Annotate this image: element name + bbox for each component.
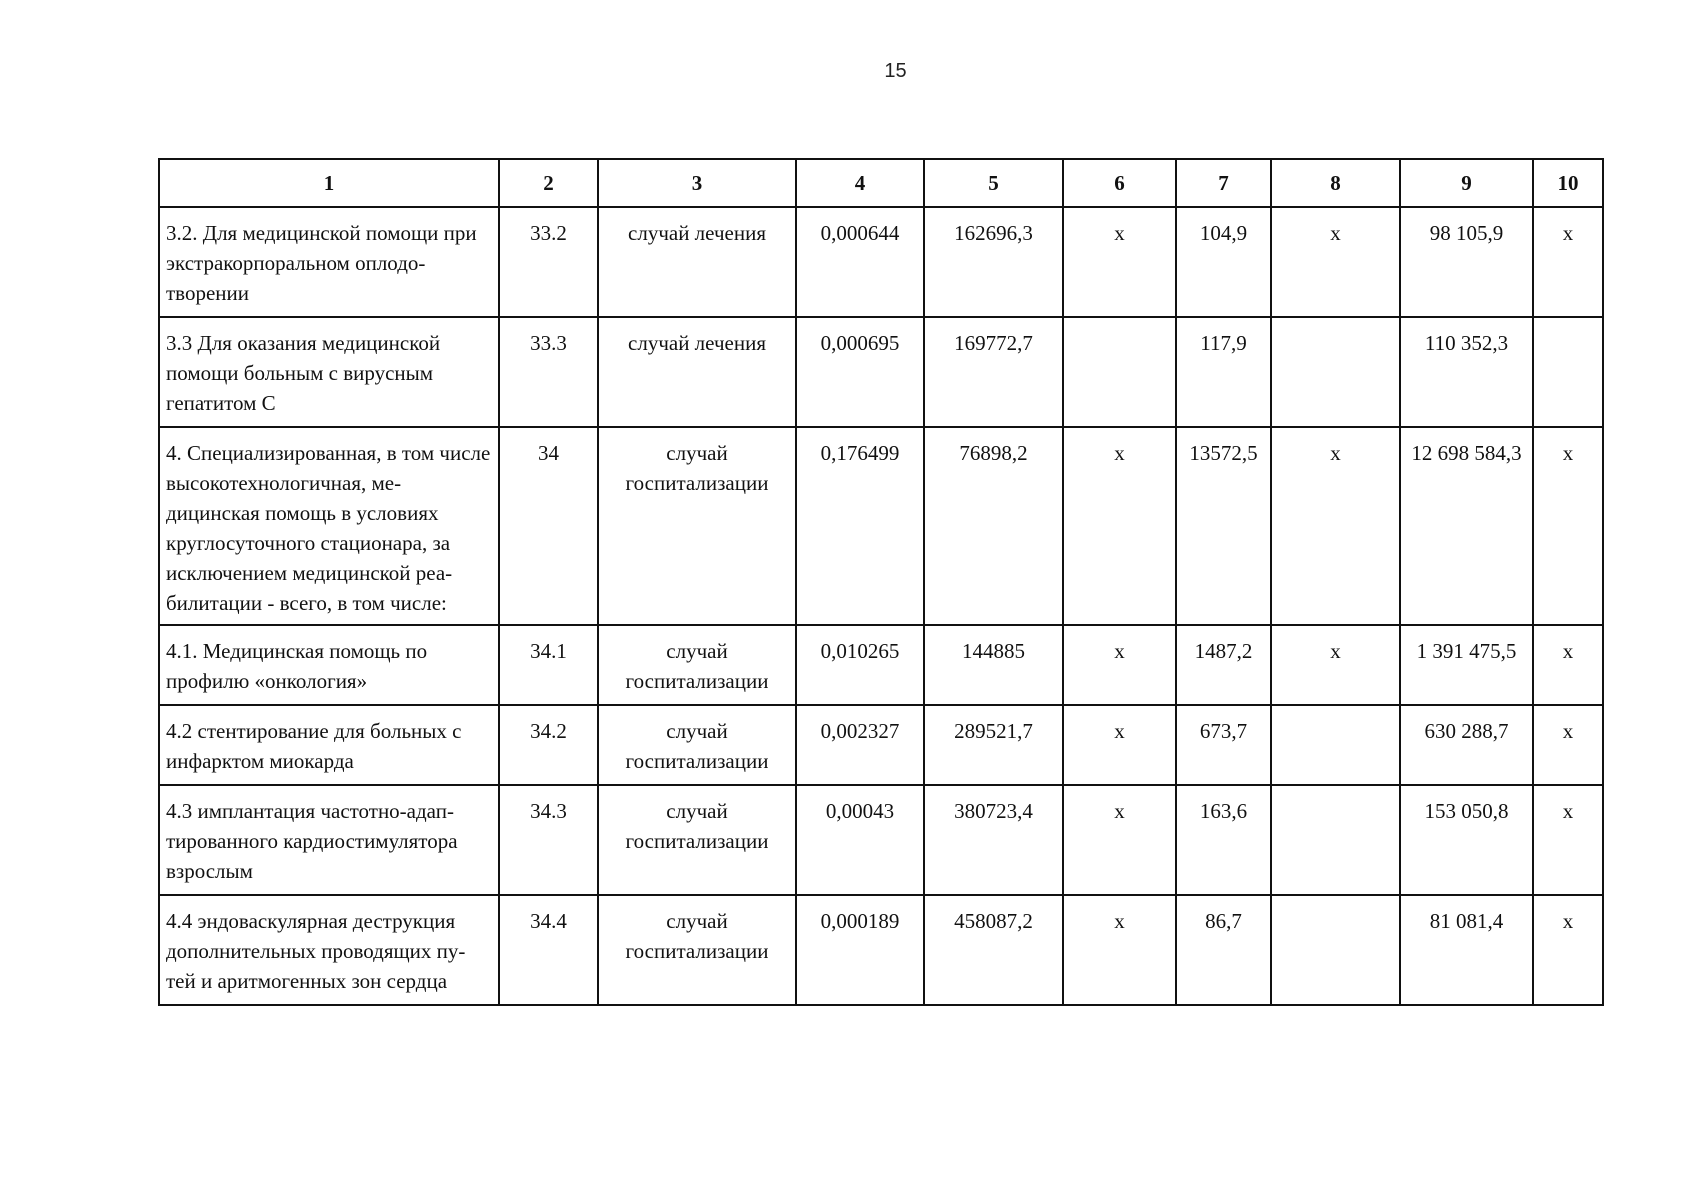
column-header: 1 xyxy=(159,159,499,207)
row-col9: 12 698 584,3 xyxy=(1400,427,1533,625)
row-col10: х xyxy=(1533,705,1603,785)
column-header: 7 xyxy=(1176,159,1271,207)
row-code: 33.2 xyxy=(499,207,598,317)
row-name: 3.3 Для оказания медицинской помощи больным с вирусным гепатитом С xyxy=(159,317,499,427)
row-col9: 1 391 475,5 xyxy=(1400,625,1533,705)
row-col5: 144885 xyxy=(924,625,1063,705)
row-col4: 0,000695 xyxy=(796,317,924,427)
page-number: 15 xyxy=(884,60,907,82)
row-col4: 0,176499 xyxy=(796,427,924,625)
row-col10: х xyxy=(1533,427,1603,625)
row-col8: х xyxy=(1271,625,1400,705)
row-col9: 98 105,9 xyxy=(1400,207,1533,317)
row-col6: х xyxy=(1063,625,1176,705)
column-header: 5 xyxy=(924,159,1063,207)
row-col6: х xyxy=(1063,705,1176,785)
row-name: 4.3 имплантация частотно-адап-тированного кардиостимулятора взрослым xyxy=(159,785,499,895)
column-header: 9 xyxy=(1400,159,1533,207)
row-col8 xyxy=(1271,895,1400,1005)
row-unit: случай госпитализации xyxy=(598,785,796,895)
column-header: 10 xyxy=(1533,159,1603,207)
row-col5: 76898,2 xyxy=(924,427,1063,625)
table-row xyxy=(159,705,1603,785)
row-code: 33.3 xyxy=(499,317,598,427)
row-col7: 163,6 xyxy=(1176,785,1271,895)
row-col5: 380723,4 xyxy=(924,785,1063,895)
row-col10: х xyxy=(1533,785,1603,895)
row-col7: 13572,5 xyxy=(1176,427,1271,625)
row-name: 4.4 эндоваскулярная деструкция дополнительных проводящих пу-тей и аритмогенных зон сердца xyxy=(159,895,499,1005)
row-col6 xyxy=(1063,317,1176,427)
row-col4: 0,002327 xyxy=(796,705,924,785)
row-unit: случай лечения xyxy=(598,207,796,317)
row-name: 4.1. Медицинская помощь по профилю «онкология» xyxy=(159,625,499,705)
row-col6: х xyxy=(1063,427,1176,625)
row-col10 xyxy=(1533,317,1603,427)
row-unit: случай госпитализации xyxy=(598,705,796,785)
row-unit: случай лечения xyxy=(598,317,796,427)
row-col9: 81 081,4 xyxy=(1400,895,1533,1005)
row-col5: 458087,2 xyxy=(924,895,1063,1005)
row-col9: 110 352,3 xyxy=(1400,317,1533,427)
table-row xyxy=(159,785,1603,895)
table-row xyxy=(159,317,1603,427)
row-col5: 169772,7 xyxy=(924,317,1063,427)
row-col4: 0,00043 xyxy=(796,785,924,895)
row-unit: случай госпитализации xyxy=(598,625,796,705)
row-col8 xyxy=(1271,317,1400,427)
column-header: 6 xyxy=(1063,159,1176,207)
row-col8 xyxy=(1271,705,1400,785)
table-row xyxy=(159,625,1603,705)
row-unit: случай госпитализации xyxy=(598,895,796,1005)
row-code: 34.1 xyxy=(499,625,598,705)
table-row xyxy=(159,427,1603,625)
row-col8: х xyxy=(1271,207,1400,317)
header-row xyxy=(159,159,1603,207)
row-col9: 153 050,8 xyxy=(1400,785,1533,895)
row-code: 34.2 xyxy=(499,705,598,785)
row-col10: х xyxy=(1533,207,1603,317)
row-col7: 673,7 xyxy=(1176,705,1271,785)
row-col10: х xyxy=(1533,895,1603,1005)
row-unit: случай госпитализации xyxy=(598,427,796,625)
table-row xyxy=(159,207,1603,317)
row-col6: х xyxy=(1063,785,1176,895)
row-name: 4. Специализированная, в том числе высокотехнологичная, ме-дицинская помощь в условиях круглосуточного стационара, за исключением медицинской реа-билитации - всего, в том числе: xyxy=(159,427,499,625)
row-code: 34.4 xyxy=(499,895,598,1005)
row-col4: 0,000189 xyxy=(796,895,924,1005)
row-col7: 1487,2 xyxy=(1176,625,1271,705)
row-col5: 162696,3 xyxy=(924,207,1063,317)
row-code: 34.3 xyxy=(499,785,598,895)
row-col8: х xyxy=(1271,427,1400,625)
column-header: 2 xyxy=(499,159,598,207)
row-col9: 630 288,7 xyxy=(1400,705,1533,785)
row-col5: 289521,7 xyxy=(924,705,1063,785)
row-col7: 117,9 xyxy=(1176,317,1271,427)
column-header: 3 xyxy=(598,159,796,207)
row-col6: х xyxy=(1063,207,1176,317)
column-header: 8 xyxy=(1271,159,1400,207)
row-name: 3.2. Для медицинской помощи при экстракорпоральном оплодо-творении xyxy=(159,207,499,317)
row-col10: х xyxy=(1533,625,1603,705)
row-col6: х xyxy=(1063,895,1176,1005)
column-header: 4 xyxy=(796,159,924,207)
row-col7: 104,9 xyxy=(1176,207,1271,317)
row-col4: 0,000644 xyxy=(796,207,924,317)
data-table xyxy=(158,158,1604,1006)
row-col7: 86,7 xyxy=(1176,895,1271,1005)
row-col4: 0,010265 xyxy=(796,625,924,705)
row-name: 4.2 стентирование для больных с инфарктом миокарда xyxy=(159,705,499,785)
row-col8 xyxy=(1271,785,1400,895)
table-row xyxy=(159,895,1603,1005)
row-code: 34 xyxy=(499,427,598,625)
